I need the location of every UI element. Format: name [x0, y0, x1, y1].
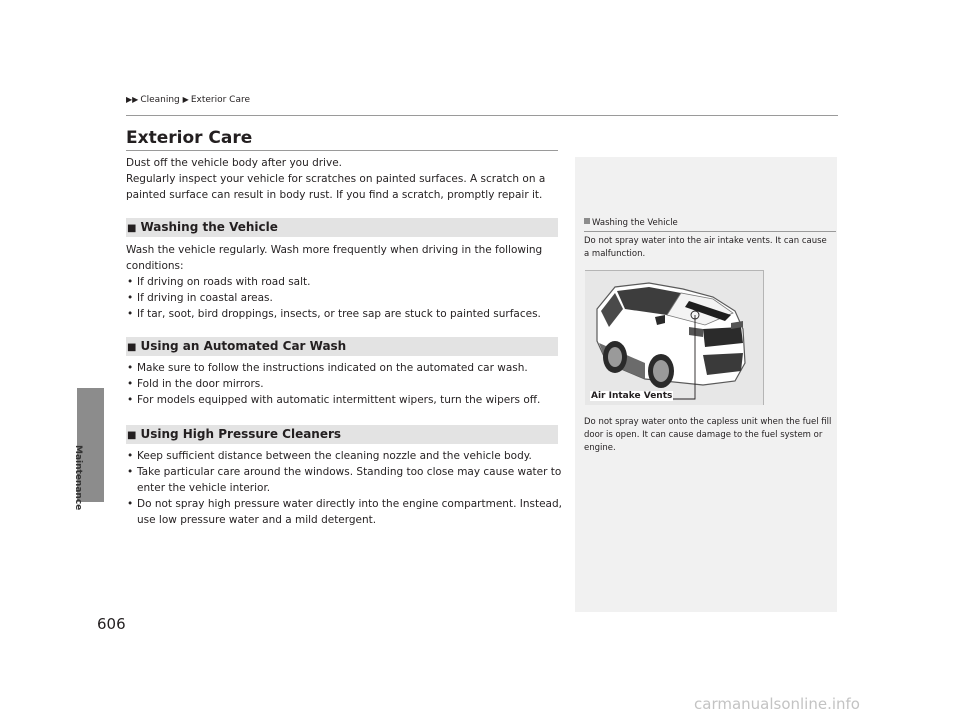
section-title: Washing the Vehicle — [140, 220, 278, 234]
breadcrumb-item-exterior-care[interactable]: Exterior Care — [190, 95, 250, 105]
list-item: • If driving on roads with road salt. — [126, 274, 566, 290]
breadcrumb-arrow-icon: ▶ — [182, 95, 189, 104]
section-heading-high-pressure — [126, 425, 558, 444]
list-item: • Fold in the door mirrors. — [126, 376, 566, 392]
section-intro: Wash the vehicle regularly. Wash more frequently when driving in the following conditions: — [126, 244, 543, 272]
section-body-high-pressure — [126, 448, 566, 528]
intro-line: Dust off the vehicle body after you drive. — [126, 157, 342, 169]
section-square-icon: ■ — [127, 342, 137, 353]
breadcrumb — [126, 95, 250, 105]
note-text: Do not spray water into the air intake vents. It can cause a malfunction. — [584, 236, 827, 259]
list-item: • Make sure to follow the instructions indicated on the automated car wash. — [126, 360, 566, 376]
page-title: Exterior Care — [126, 128, 253, 148]
list-item: • Keep sufficient distance between the cleaning nozzle and the vehicle body. — [126, 448, 566, 464]
watermark: carmanualsonline.info — [694, 695, 860, 713]
section-body-washing — [126, 242, 566, 322]
breadcrumb-arrow-icon: ▶▶ — [126, 95, 139, 104]
vehicle-illustration — [585, 270, 764, 405]
section-title: Using an Automated Car Wash — [140, 339, 347, 353]
intro-line: Regularly inspect your vehicle for scratches on painted surfaces. A scratch on a painted surface can result in body rust. If you find a scratch, promptly repair it. — [126, 173, 546, 201]
section-body-automated — [126, 360, 566, 408]
section-square-icon: ■ — [127, 223, 137, 234]
list-item: • For models equipped with automatic intermittent wipers, turn the wipers off. — [126, 392, 566, 408]
note-icon — [584, 218, 590, 224]
section-heading-washing — [126, 218, 558, 237]
title-divider — [126, 150, 558, 151]
list-item: • If driving in coastal areas. — [126, 290, 566, 306]
list-item: • If tar, soot, bird droppings, insects, or tree sap are stuck to painted surfaces. — [126, 306, 566, 322]
list-item: • Do not spray high pressure water directly into the engine compartment. Instead, use low pressure water and a mild detergent. — [126, 496, 566, 528]
section-square-icon: ■ — [127, 430, 137, 441]
section-heading-automated — [126, 337, 558, 356]
bullet-list — [126, 360, 566, 408]
breadcrumb-item-cleaning[interactable]: Cleaning — [140, 95, 180, 105]
intro-text — [126, 155, 566, 203]
note-heading — [584, 218, 836, 232]
list-item: • Take particular care around the windows. Standing too close may cause water to enter the vehicle interior. — [126, 464, 566, 496]
callout-label-air-intake: Air Intake Vents — [591, 391, 673, 401]
suv-drawing — [585, 271, 763, 405]
page-number: 606 — [97, 615, 126, 633]
bullet-list — [126, 448, 566, 528]
side-tab-label: Maintenance — [73, 445, 83, 511]
note-text: Do not spray water onto the capless unit when the fuel fill door is open. It can cause damage to the fuel system or engine. — [584, 417, 832, 453]
section-title: Using High Pressure Cleaners — [140, 427, 342, 441]
note-title: Washing the Vehicle — [592, 218, 678, 228]
header-divider — [126, 115, 838, 116]
bullet-list — [126, 274, 566, 322]
